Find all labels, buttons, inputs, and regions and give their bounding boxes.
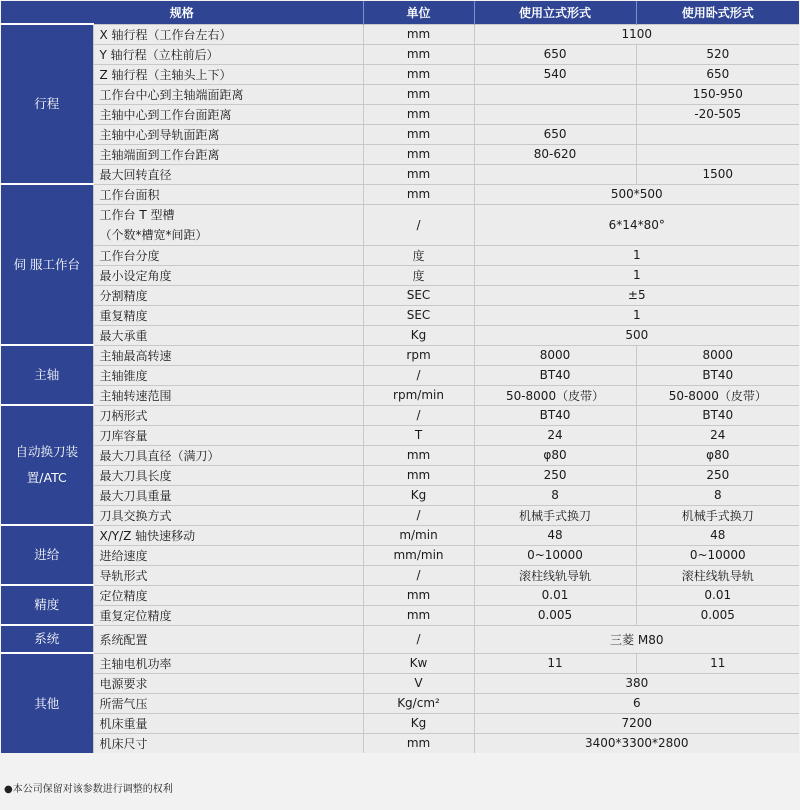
spec-unit: 度 [363,245,474,265]
spec-item [93,44,363,64]
spec-unit: T [363,425,474,445]
spec-unit: mm [363,164,474,184]
spec-value-shared: 1 [474,305,799,325]
spec-value-vertical: 11 [474,653,636,673]
spec-row [1,84,799,104]
spec-item-text: 最大承重 [99,328,148,343]
spec-row [1,345,799,365]
spec-value-horizontal: 8000 [636,345,799,365]
spec-value-vertical: 0.005 [474,605,636,625]
spec-row [1,104,799,124]
spec-item [93,345,363,365]
spec-unit: mm [363,445,474,465]
spec-value-vertical: BT40 [474,365,636,385]
spec-value-vertical [474,164,636,184]
spec-item-text: 主轴端面到工作台距离 [99,147,220,162]
spec-item [93,625,363,653]
spec-value-vertical: 0.01 [474,585,636,605]
spec-item [93,445,363,465]
spec-value-horizontal: φ80 [636,445,799,465]
spec-row [1,713,799,733]
spec-item [93,204,363,245]
spec-row [1,505,799,525]
spec-item-text: X 轴行程（工作台左右） [99,27,232,42]
spec-item [93,265,363,285]
spec-row [1,144,799,164]
spec-row [1,445,799,465]
spec-value-horizontal: 0.005 [636,605,799,625]
spec-unit: SEC [363,305,474,325]
spec-value-vertical: 8 [474,485,636,505]
spec-row [1,265,799,285]
spec-item-text: 工作台中心到主轴端面距离 [99,87,244,102]
spec-item [93,285,363,305]
spec-item [93,24,363,44]
spec-table [1,1,799,753]
spec-table-body [1,24,799,753]
spec-unit: / [363,625,474,653]
header-unit: 单位 [363,1,474,24]
spec-value-vertical: 540 [474,64,636,84]
spec-unit: m/min [363,525,474,545]
spec-value-horizontal: 250 [636,465,799,485]
spec-unit: mm [363,585,474,605]
spec-item [93,485,363,505]
spec-value-horizontal: 8 [636,485,799,505]
spec-value-shared: 1 [474,245,799,265]
spec-item-text: 刀具交换方式 [99,508,172,523]
spec-value-shared: 1 [474,265,799,285]
spec-row [1,465,799,485]
spec-value-vertical: φ80 [474,445,636,465]
spec-row [1,44,799,64]
spec-unit: mm [363,104,474,124]
spec-item [93,673,363,693]
spec-item-text: X/Y/Z 轴快速移动 [99,528,196,543]
spec-item [93,653,363,673]
spec-row [1,585,799,605]
spec-value-shared: 三菱 M80 [474,625,799,653]
spec-item [93,325,363,345]
spec-item [93,585,363,605]
spec-row [1,733,799,753]
spec-unit: / [363,204,474,245]
spec-item [93,385,363,405]
spec-value-vertical: 650 [474,124,636,144]
spec-row [1,545,799,565]
spec-value-horizontal: 0~10000 [636,545,799,565]
spec-item [93,305,363,325]
spec-item [93,605,363,625]
spec-unit: Kg [363,485,474,505]
footnote: ●本公司保留对该参数进行调整的权利 [4,784,173,795]
spec-value-vertical: 8000 [474,345,636,365]
spec-value-vertical: 48 [474,525,636,545]
spec-unit: mm [363,605,474,625]
spec-value-vertical: 250 [474,465,636,485]
spec-item [93,144,363,164]
spec-value-shared: 7200 [474,713,799,733]
spec-unit: mm [363,124,474,144]
spec-row [1,365,799,385]
spec-item-text: 刀库容量 [99,428,148,443]
spec-item [93,104,363,124]
header-horizontal: 使用卧式形式 [636,1,799,24]
header-row [1,1,799,24]
spec-value-horizontal [636,124,799,144]
spec-value-vertical [474,84,636,104]
spec-item [93,425,363,445]
spec-item-text: 机床尺寸 [99,736,148,751]
spec-item [93,84,363,104]
spec-item [93,184,363,204]
spec-value-horizontal: 0.01 [636,585,799,605]
spec-item [93,565,363,585]
spec-row [1,425,799,445]
group-label: 伺 服工作台 [1,184,93,345]
spec-unit: mm [363,144,474,164]
spec-item-text: Z 轴行程（主轴头上下） [99,67,232,82]
spec-row [1,184,799,204]
spec-item [93,525,363,545]
spec-value-horizontal: BT40 [636,405,799,425]
spec-item-text: Y 轴行程（立柱前后） [99,47,219,62]
header-vertical: 使用立式形式 [474,1,636,24]
spec-item [93,365,363,385]
spec-unit: SEC [363,285,474,305]
spec-item-text: 最大刀具长度 [99,468,172,483]
spec-item-text: 重复精度 [99,308,148,323]
spec-unit: V [363,673,474,693]
spec-item-text: 定位精度 [99,588,148,603]
spec-item-subtext: （个数*槽宽*间距） [99,227,208,242]
spec-row [1,245,799,265]
spec-row [1,385,799,405]
spec-value-shared: 500*500 [474,184,799,204]
spec-value-shared: 6 [474,693,799,713]
spec-row [1,405,799,425]
group-label: 精度 [1,585,93,625]
spec-value-vertical: BT40 [474,405,636,425]
spec-value-horizontal: 24 [636,425,799,445]
spec-value-shared: ±5 [474,285,799,305]
spec-unit: mm [363,733,474,753]
spec-unit: / [363,565,474,585]
spec-value-vertical: 24 [474,425,636,445]
spec-row [1,673,799,693]
spec-row [1,124,799,144]
spec-item-text: 机床重量 [99,716,148,731]
spec-item-text: 主轴电机功率 [99,656,172,671]
group-label: 其他 [1,653,93,753]
spec-unit: mm [363,44,474,64]
spec-item-text: 主轴中心到工作台面距离 [99,107,232,122]
spec-row [1,24,799,44]
spec-row [1,605,799,625]
spec-unit: mm [363,64,474,84]
spec-item-text: 电源要求 [99,676,148,691]
spec-value-vertical: 机械手式换刀 [474,505,636,525]
group-label: 主轴 [1,345,93,405]
spec-item-text: 所需气压 [99,696,148,711]
spec-unit: Kg/cm² [363,693,474,713]
spec-unit: mm [363,465,474,485]
spec-value-shared: 3400*3300*2800 [474,733,799,753]
spec-row [1,325,799,345]
spec-row [1,285,799,305]
spec-value-horizontal: 520 [636,44,799,64]
spec-value-horizontal: 650 [636,64,799,84]
spec-value-horizontal: 11 [636,653,799,673]
spec-unit: Kg [363,713,474,733]
spec-value-vertical: 0~10000 [474,545,636,565]
group-label: 自动换刀装置/ATC [1,405,93,525]
spec-value-vertical: 50-8000（皮带） [474,385,636,405]
spec-unit: / [363,405,474,425]
spec-value-horizontal: 滚柱线轨导轨 [636,565,799,585]
header-spec: 规格 [1,1,363,24]
spec-row [1,305,799,325]
spec-row [1,204,799,245]
spec-value-horizontal: -20-505 [636,104,799,124]
spec-row [1,693,799,713]
spec-unit: / [363,505,474,525]
spec-unit: Kw [363,653,474,673]
spec-item [93,405,363,425]
spec-value-horizontal: 1500 [636,164,799,184]
spec-item-text: 进给速度 [99,548,148,563]
spec-item [93,124,363,144]
spec-value-vertical: 80-620 [474,144,636,164]
spec-item-text: 工作台分度 [99,248,160,263]
spec-row [1,525,799,545]
spec-unit: / [363,365,474,385]
spec-item-text: 系统配置 [99,632,148,647]
spec-value-horizontal: 50-8000（皮带） [636,385,799,405]
spec-table-header [1,1,799,24]
spec-item-text: 导轨形式 [99,568,148,583]
spec-item-text: 最大刀具重量 [99,488,172,503]
spec-unit: 度 [363,265,474,285]
spec-row [1,625,799,653]
spec-value-shared: 380 [474,673,799,693]
spec-row [1,653,799,673]
spec-item [93,733,363,753]
spec-row [1,164,799,184]
spec-value-horizontal: 150-950 [636,84,799,104]
spec-value-horizontal: 48 [636,525,799,545]
spec-row [1,485,799,505]
spec-value-vertical: 滚柱线轨导轨 [474,565,636,585]
spec-item-text: 最大回转直径 [99,167,172,182]
spec-unit: rpm/min [363,385,474,405]
spec-item [93,245,363,265]
spec-unit: Kg [363,325,474,345]
spec-item-text: 主轴锥度 [99,368,148,383]
spec-value-shared: 1100 [474,24,799,44]
spec-unit: mm [363,24,474,44]
spec-unit: mm/min [363,545,474,565]
spec-value-vertical [474,104,636,124]
spec-item-text: 主轴中心到导轨面距离 [99,127,220,142]
spec-value-horizontal [636,144,799,164]
spec-item [93,713,363,733]
spec-unit: mm [363,184,474,204]
spec-item-text: 主轴最高转速 [99,348,172,363]
spec-row [1,64,799,84]
spec-unit: mm [363,84,474,104]
spec-value-horizontal: BT40 [636,365,799,385]
spec-value-shared: 6*14*80° [474,204,799,245]
spec-item-text: 重复定位精度 [99,608,172,623]
spec-item [93,545,363,565]
spec-value-vertical: 650 [474,44,636,64]
spec-item [93,465,363,485]
spec-item-text: 工作台 T 型槽 [99,207,175,222]
spec-item [93,693,363,713]
spec-value-shared: 500 [474,325,799,345]
spec-item-text: 主轴转速范围 [99,388,172,403]
spec-item-text: 工作台面积 [99,187,160,202]
spec-value-horizontal: 机械手式换刀 [636,505,799,525]
spec-item [93,64,363,84]
spec-item [93,164,363,184]
spec-item-text: 刀柄形式 [99,408,148,423]
group-label: 进给 [1,525,93,585]
spec-item [93,505,363,525]
group-label: 行程 [1,24,93,184]
spec-item-text: 最大刀具直径（满刀） [99,448,220,463]
spec-unit: rpm [363,345,474,365]
spec-item-text: 最小设定角度 [99,268,172,283]
spec-item-text: 分割精度 [99,288,148,303]
spec-row [1,565,799,585]
group-label: 系统 [1,625,93,653]
